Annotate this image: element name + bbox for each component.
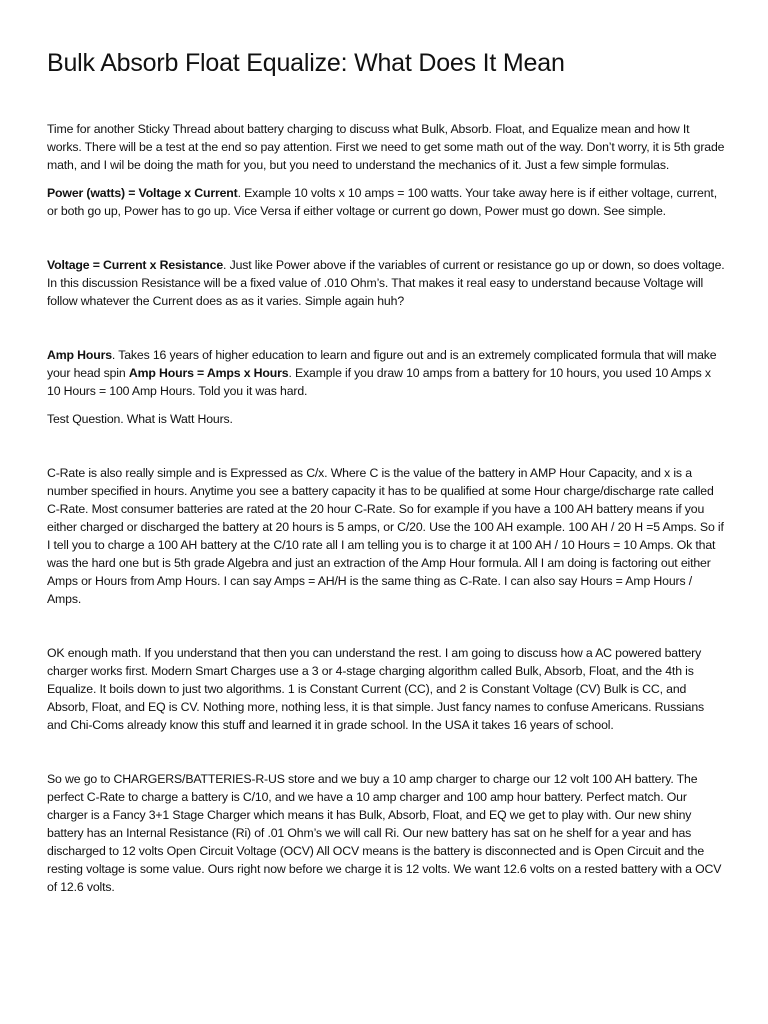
- amp-hours-heading: Amp Hours: [47, 348, 112, 362]
- voltage-paragraph: [47, 256, 727, 310]
- voltage-formula: Voltage = Current x Resistance: [47, 258, 224, 272]
- intro-paragraph: Time for another Sticky Thread about battery charging to discuss what Bulk, Absorb. Float, and Equalize mean and how It works. There will be a test at the end so pay attention. First we need to get some math out of the way. Don’t worry, it is 5th grade math, and I wil be doing the math for you, but you need to understand the mechanics of it. Just a few simple formulas.: [47, 122, 725, 172]
- power-text: . Example 10 volts x 10 amps = 100 watts. Your take away here is if either voltage, current, or both go up, Power has to go up. Vice Versa if either voltage or current go down, Power must go down. See simple.: [47, 186, 717, 218]
- amp-hours-text-2: . Example if you draw 10 amps from a battery for 10 hours, you used 10 Amps x 10 Hours = 100 Amp Hours. Told you it was hard.: [47, 366, 711, 398]
- document-title: Bulk Absorb Float Equalize: What Does It Mean: [47, 49, 565, 77]
- amp-hours-text-1: . Takes 16 years of higher education to learn and figure out and is an extremely complicated formula that will make your head spin: [47, 348, 717, 380]
- amp-hours-paragraph: [47, 346, 727, 400]
- store-paragraph: So we go to CHARGERS/BATTERIES-R-US store and we buy a 10 amp charger to charge our 12 volt 100 AH battery. The perfect C-Rate to charge a battery is C/10, and we have a 10 amp charger and 100 amp hour battery. Perfect match. Our charger is a Fancy 3+1 Stage Charger which means it has Bulk, Absorb, Float, and EQ we get to play with. Our new shiny battery has an Internal Resistance (Ri) of .01 Ohm’s we will call Ri. Our new battery has sat on he shelf for a year and has discharged to 12 volts Open Circuit Voltage (OCV) All OCV means is the battery is disconnected and is Open Circuit and the resting voltage is some value. Ours right now before we charge it is 12 volts. We want 12.6 volts on a rested battery with a OCV of 12.6 volts.: [47, 772, 722, 894]
- test-question-paragraph: Test Question. What is Watt Hours.: [47, 412, 233, 426]
- power-formula: Power (watts) = Voltage x Current: [47, 186, 238, 200]
- voltage-text: . Just like Power above if the variables of current or resistance go up or down, so does voltage. In this discussion Resistance will be a fixed value of .010 Ohm’s. That makes it real easy to understand because Voltage will follow whatever the Current does as as it varies. Simple again huh?: [47, 258, 725, 308]
- document-page: [47, 48, 727, 896]
- ok-enough-math-paragraph: OK enough math. If you understand that then you can understand the rest. I am going to discuss how a AC powered battery charger works first. Modern Smart Charges use a 3 or 4-stage charging algorithm called Bulk, Absorb, Float, and the 4th is Equalize. It boils down to just two algorithms. 1 is Constant Current (CC), and 2 is Constant Voltage (CV) Bulk is CC, and Absorb, Float, and EQ is CV. Nothing more, nothing less, it is that simple. Just fancy names to confuse Americans. Russians and Chi-Coms already know this stuff and learned it in grade school. In the USA it takes 16 years of school.: [47, 646, 705, 732]
- power-paragraph: [47, 184, 727, 220]
- amp-hours-formula: Amp Hours = Amps x Hours: [128, 366, 289, 380]
- c-rate-paragraph: C-Rate is also really simple and is Expressed as C/x. Where C is the value of the battery in AMP Hour Capacity, and x is a number specified in hours. Anytime you see a battery capacity it has to be qualified at some Hour charge/discharge rate called C-Rate. Most consumer batteries are rated at the 20 hour C-Rate. So for example if you have a 100 AH battery means if you either charged or discharged the battery at 20 hours is 5 amps, or C/20. Use the 100 AH example. 100 AH / 20 H =5 Amps. So if I tell you to charge a 100 AH battery at the C/10 rate all I am telling you is to charge it at 100 AH / 10 Hours = 10 Amps. Ok that was the hard one but is 5th grade Algebra and just an extraction of the Amp Hour formula. All I am doing is factoring out either Amps or Hours from Amp Hours. I can say Amps = AH/H is the same thing as C-Rate. I can also say Hours = Amp Hours / Amps.: [47, 466, 724, 606]
